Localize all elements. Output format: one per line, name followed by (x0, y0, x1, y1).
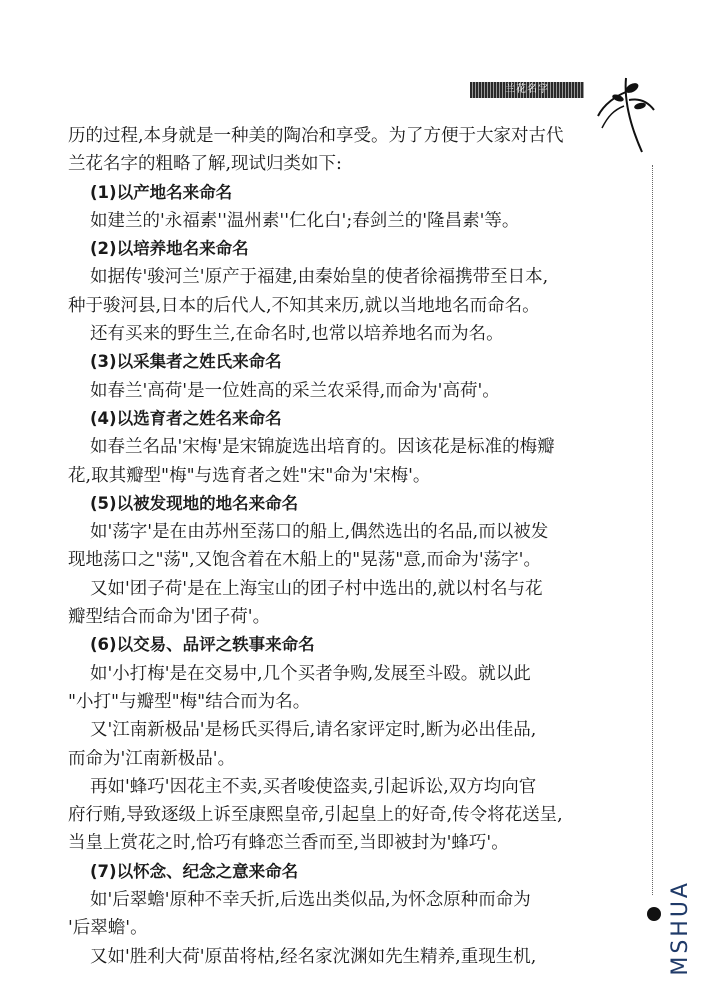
text-line: 再如'蜂巧'因花主不卖,买者唆使盗卖,引起诉讼,双方均向官 (90, 776, 537, 797)
page-text (68, 122, 608, 971)
section-heading: (3)以采集者之姓氏来命名 (90, 352, 282, 372)
text-line: 如据传'骏河兰'原产于福建,由秦始皇的使者徐福携带至日本, (90, 267, 549, 288)
text-line: 兰花名字的粗略了解,现试归类如下: (68, 154, 342, 175)
section-heading: (2)以培养地名来命名 (90, 239, 249, 259)
section-heading: (4)以选育者之姓名来命名 (90, 408, 282, 428)
running-header (470, 82, 584, 98)
text-line: 如'小打梅'是在交易中,几个买者争购,发展至斗殴。就以此 (90, 663, 531, 684)
text-line: 府行贿,导致逐级上诉至康熙皇帝,引起皇上的好奇,传令将花送呈, (68, 805, 563, 826)
text-line: 如春兰'高荷'是一位姓高的采兰农采得,而命为'高荷'。 (90, 380, 500, 401)
section-heading: (6)以交易、品评之轶事来命名 (90, 635, 315, 655)
text-line: 花,取其瓣型"梅"与选育者之姓"宋"命为'宋梅'。 (68, 465, 431, 486)
section-heading: (5)以被发现地的地名来命名 (90, 493, 299, 513)
section-heading: (1)以产地名来命名 (90, 182, 233, 202)
text-line: 如'荡字'是在由苏州至荡口的船上,偶然选出的名品,而以被发 (90, 522, 549, 543)
text-line: 如建兰的'永福素''温州素''仁化白';春剑兰的'隆昌素'等。 (90, 210, 520, 231)
text-line: 又如'胜利大荷'原苗将枯,经名家沈渊如先生精养,重现生机, (90, 946, 537, 967)
section-heading: (7)以怀念、纪念之意来命名 (90, 861, 299, 881)
text-line: 种于骏河县,日本的后代人,不知其来历,就以当地地名而命名。 (68, 295, 540, 316)
watermark: MSHUA (668, 880, 693, 976)
text-line: 当皇上赏花之时,恰巧有蜂恋兰香而至,当即被封为'蜂巧'。 (68, 833, 509, 854)
text-line: 如'后翠蟾'原种不幸夭折,后选出类似品,为怀念原种而命为 (90, 890, 531, 911)
text-line: 又如'团子荷'是在上海宝山的团子村中选出的,就以村名与花 (90, 578, 543, 599)
text-line: 如春兰名品'宋梅'是宋锦旋选出培育的。因该花是标准的梅瓣 (90, 437, 555, 458)
text-line: "小打"与瓣型"梅"结合而为名。 (68, 691, 311, 712)
text-line: 历的过程,本身就是一种美的陶冶和享受。为了方便于大家对古代 (68, 126, 564, 146)
text-line: 瓣型结合而命为'团子荷'。 (68, 607, 271, 628)
margin-dotted-rule (652, 165, 653, 895)
text-line: 现地荡口之"荡",又饱含着在木船上的"晃荡"意,而命为'荡字'。 (68, 550, 541, 571)
text-line: 还有买来的野生兰,在命名时,也常以培养地名而为名。 (90, 324, 504, 345)
page-marker-dot (647, 907, 661, 921)
text-line: 又'江南新极品'是杨氏买得后,请名家评定时,断为必出佳品, (90, 720, 537, 741)
running-header-text: 兰花名字 (505, 84, 549, 95)
text-line: 而命为'江南新极品'。 (68, 748, 236, 769)
text-line: '后翠蟾'。 (68, 918, 148, 939)
